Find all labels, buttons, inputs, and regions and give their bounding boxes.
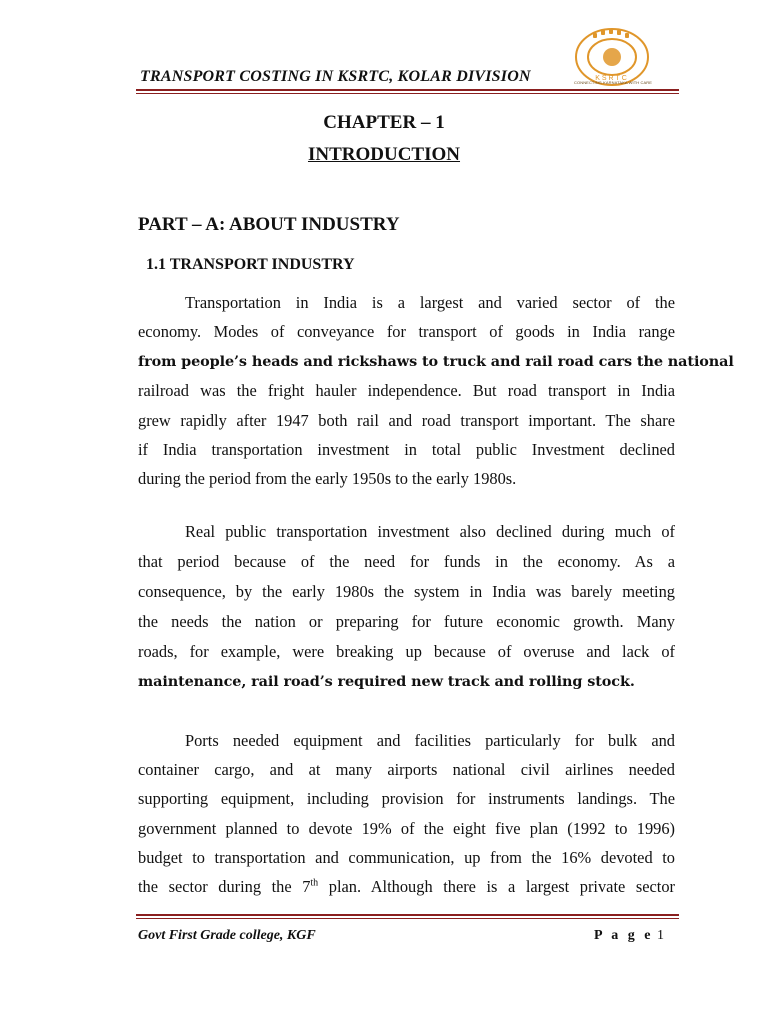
logo-text: KSRTC [595, 75, 629, 82]
paragraph-line: from people’s heads and rickshaws to truck and rail road cars the national [138, 353, 734, 370]
paragraph-line: consequence, by the early 1980s the system in India was barely meeting [138, 582, 675, 601]
header-divider [136, 89, 679, 91]
line-text-before: the sector during the 7 [138, 877, 311, 896]
paragraph-line: during the period from the early 1950s to the early 1980s. [138, 469, 517, 488]
paragraph-line: container cargo, and at many airports national civil airlines needed [138, 760, 675, 779]
paragraph-line: the needs the nation or preparing for future economic growth. Many [138, 612, 675, 631]
footer-divider-thin [136, 918, 679, 919]
paragraph-line: Transportation in India is a largest and varied sector of the [185, 293, 675, 312]
paragraph-line: government planned to devote 19% of the eight five plan (1992 to 1996) [138, 819, 675, 838]
page-label: P a g e [594, 928, 654, 943]
paragraph-line: Ports needed equipment and facilities particularly for bulk and [185, 731, 675, 750]
footer-divider [136, 914, 679, 916]
paragraph-line: Real public transportation investment also declined during much of [185, 522, 675, 541]
chapter-heading: CHAPTER – 1 [323, 112, 445, 133]
paragraph-line: if India transportation investment in total public Investment declined [138, 440, 675, 459]
paragraph-line: that period because of the need for funds in the economy. As a [138, 552, 675, 571]
paragraph-line: maintenance, rail road’s required new track and rolling stock. [138, 673, 635, 690]
logo-tagline: CONNECTING KARNATAKA WITH CARE [574, 80, 652, 85]
footer-college: Govt First Grade college, KGF [138, 928, 316, 943]
superscript: th [310, 877, 319, 889]
paragraph-line: economy. Modes of conveyance for transport of goods in India range [138, 322, 675, 341]
part-heading: PART – A: ABOUT INDUSTRY [138, 214, 400, 235]
paragraph-line: supporting equipment, including provision for instruments landings. The [138, 789, 675, 808]
header-title: TRANSPORT COSTING IN KSRTC, KOLAR DIVISION [140, 68, 531, 85]
paragraph-line: grew rapidly after 1947 both rail and road transport important. The share [138, 411, 675, 430]
line-text-after: plan. Although there is a largest private sector [318, 877, 675, 896]
paragraph-line: budget to transportation and communication, up from the 16% devoted to [138, 848, 675, 867]
paragraph-line-with-superscript [138, 877, 675, 897]
chapter-title: INTRODUCTION [307, 144, 461, 165]
paragraph-line: roads, for example, were breaking up because of overuse and lack of [138, 642, 675, 661]
paragraph-line: railroad was the fright hauler independence. But road transport in India [138, 381, 675, 400]
page-number [594, 928, 664, 944]
page-number-value: 1 [657, 928, 664, 943]
header-divider-thin [136, 93, 679, 94]
section-heading: 1.1 TRANSPORT INDUSTRY [146, 256, 355, 273]
